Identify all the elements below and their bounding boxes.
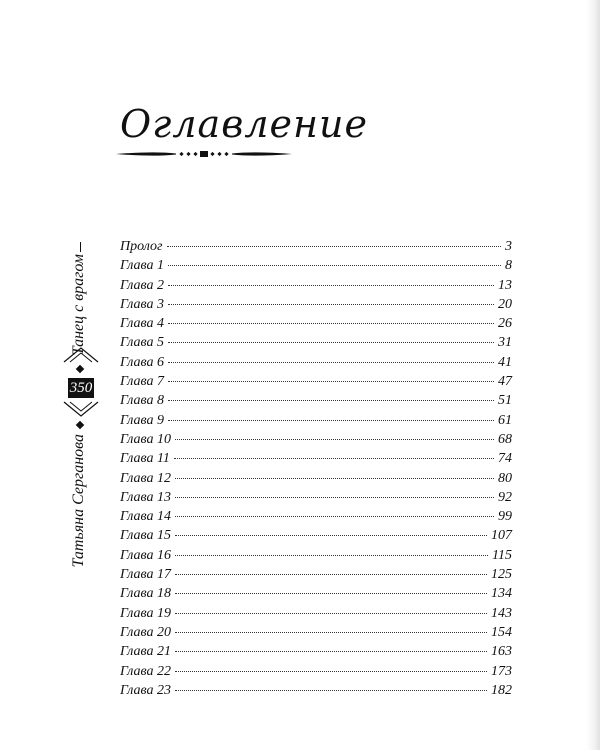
toc-entry-page: 26 bbox=[498, 316, 512, 332]
toc-entry-label: Глава 2 bbox=[120, 277, 164, 293]
toc-dot-leader bbox=[175, 690, 487, 691]
toc-entry[interactable] bbox=[120, 584, 512, 603]
toc-entry-label: Глава 23 bbox=[120, 682, 171, 698]
toc-entry-page: 31 bbox=[498, 335, 512, 351]
toc-entry-page: 80 bbox=[498, 470, 512, 486]
toc-entry-page: 3 bbox=[505, 239, 512, 254]
toc-entry-label: Глава 8 bbox=[120, 393, 164, 409]
toc-entry[interactable] bbox=[120, 681, 512, 700]
toc-entry-page: 163 bbox=[491, 644, 512, 660]
toc-entry-label: Глава 14 bbox=[120, 509, 171, 525]
page-title: Оглавление bbox=[120, 102, 369, 146]
page-number-badge: 350 bbox=[68, 378, 94, 398]
toc-entry-page: 107 bbox=[491, 528, 512, 544]
toc-entry-label: Глава 9 bbox=[120, 412, 164, 428]
toc-entry-page: 143 bbox=[491, 605, 512, 621]
toc-entry[interactable] bbox=[120, 488, 512, 507]
toc-dot-leader bbox=[175, 535, 487, 536]
toc-entry[interactable] bbox=[120, 411, 512, 430]
toc-dot-leader bbox=[168, 265, 501, 266]
toc-entry-label: Глава 7 bbox=[120, 374, 164, 390]
toc-entry[interactable] bbox=[120, 314, 512, 333]
toc-entry[interactable] bbox=[120, 546, 512, 565]
page-edge-shadow bbox=[586, 0, 600, 750]
toc-dot-leader bbox=[168, 304, 494, 305]
toc-entry[interactable] bbox=[120, 526, 512, 545]
toc-entry[interactable] bbox=[120, 604, 512, 623]
toc-dot-leader bbox=[168, 342, 494, 343]
toc-entry[interactable] bbox=[120, 391, 512, 410]
chevron-up-ornament-icon bbox=[62, 346, 100, 364]
toc-dot-leader bbox=[175, 613, 487, 614]
toc-dot-leader bbox=[175, 593, 487, 594]
toc-dot-leader bbox=[168, 323, 494, 324]
toc-entry-page: 134 bbox=[491, 586, 512, 602]
toc-entry-label: Глава 18 bbox=[120, 586, 171, 602]
toc-entry[interactable] bbox=[120, 353, 512, 372]
toc-entry[interactable] bbox=[120, 276, 512, 295]
table-of-contents bbox=[120, 237, 512, 700]
toc-entry-page: 99 bbox=[498, 509, 512, 525]
toc-entry-label: Глава 3 bbox=[120, 296, 164, 312]
toc-entry[interactable] bbox=[120, 507, 512, 526]
toc-dot-leader bbox=[168, 285, 494, 286]
side-author-name: Татьяна Серганова bbox=[70, 434, 87, 568]
title-ornament-divider bbox=[114, 144, 294, 164]
toc-entry[interactable] bbox=[120, 469, 512, 488]
toc-entry[interactable] bbox=[120, 623, 512, 642]
toc-entry-page: 115 bbox=[492, 547, 512, 563]
toc-entry[interactable] bbox=[120, 237, 512, 256]
toc-entry-page: 47 bbox=[498, 374, 512, 390]
toc-entry[interactable] bbox=[120, 449, 512, 468]
toc-dot-leader bbox=[175, 497, 494, 498]
toc-entry-label: Глава 4 bbox=[120, 316, 164, 332]
toc-entry-label: Глава 17 bbox=[120, 567, 171, 583]
toc-entry-label: Глава 21 bbox=[120, 644, 171, 660]
toc-dot-leader bbox=[168, 381, 494, 382]
toc-dot-leader bbox=[175, 439, 494, 440]
toc-entry-label: Глава 19 bbox=[120, 605, 171, 621]
toc-entry[interactable] bbox=[120, 662, 512, 681]
toc-entry-label: Глава 1 bbox=[120, 258, 164, 274]
toc-dot-leader bbox=[168, 420, 494, 421]
toc-entry-page: 125 bbox=[491, 567, 512, 583]
toc-entry-page: 92 bbox=[498, 489, 512, 505]
side-book-title: Танец с врагом bbox=[70, 254, 87, 356]
toc-dot-leader bbox=[175, 632, 487, 633]
toc-entry-label: Глава 16 bbox=[120, 547, 171, 563]
toc-dot-leader bbox=[175, 555, 488, 556]
toc-entry[interactable] bbox=[120, 295, 512, 314]
toc-entry-page: 154 bbox=[491, 624, 512, 640]
toc-entry[interactable] bbox=[120, 430, 512, 449]
toc-dot-leader bbox=[175, 651, 487, 652]
side-line-top bbox=[80, 242, 81, 252]
side-dot-bottom bbox=[76, 421, 84, 429]
toc-entry-page: 61 bbox=[498, 412, 512, 428]
toc-entry-page: 8 bbox=[505, 258, 512, 274]
toc-entry[interactable] bbox=[120, 333, 512, 352]
toc-dot-leader bbox=[167, 246, 502, 247]
toc-entry-label: Глава 10 bbox=[120, 431, 171, 447]
toc-entry[interactable] bbox=[120, 256, 512, 275]
toc-dot-leader bbox=[174, 458, 494, 459]
toc-entry-label: Глава 11 bbox=[120, 451, 170, 467]
toc-entry-label: Глава 6 bbox=[120, 354, 164, 370]
toc-entry-page: 20 bbox=[498, 296, 512, 312]
toc-entry[interactable] bbox=[120, 372, 512, 391]
toc-entry[interactable] bbox=[120, 565, 512, 584]
toc-entry-label: Глава 15 bbox=[120, 528, 171, 544]
toc-dot-leader bbox=[168, 362, 494, 363]
toc-entry-page: 51 bbox=[498, 393, 512, 409]
toc-entry-label: Глава 20 bbox=[120, 624, 171, 640]
toc-entry-page: 13 bbox=[498, 277, 512, 293]
toc-entry-page: 68 bbox=[498, 431, 512, 447]
toc-entry-label: Глава 12 bbox=[120, 470, 171, 486]
toc-dot-leader bbox=[175, 516, 494, 517]
toc-entry-label: Глава 13 bbox=[120, 489, 171, 505]
toc-entry-page: 74 bbox=[498, 451, 512, 467]
toc-entry-page: 173 bbox=[491, 663, 512, 679]
side-running-header bbox=[54, 238, 108, 568]
side-dot-top bbox=[76, 365, 84, 373]
toc-entry-label: Глава 5 bbox=[120, 335, 164, 351]
toc-entry[interactable] bbox=[120, 642, 512, 661]
toc-dot-leader bbox=[175, 574, 487, 575]
toc-entry-label: Глава 22 bbox=[120, 663, 171, 679]
toc-entry-label: Пролог bbox=[120, 239, 163, 254]
toc-entry-page: 41 bbox=[498, 354, 512, 370]
toc-dot-leader bbox=[175, 478, 494, 479]
toc-dot-leader bbox=[175, 671, 487, 672]
toc-entry-page: 182 bbox=[491, 682, 512, 698]
chevron-down-ornament-icon bbox=[62, 400, 100, 418]
toc-dot-leader bbox=[168, 400, 494, 401]
